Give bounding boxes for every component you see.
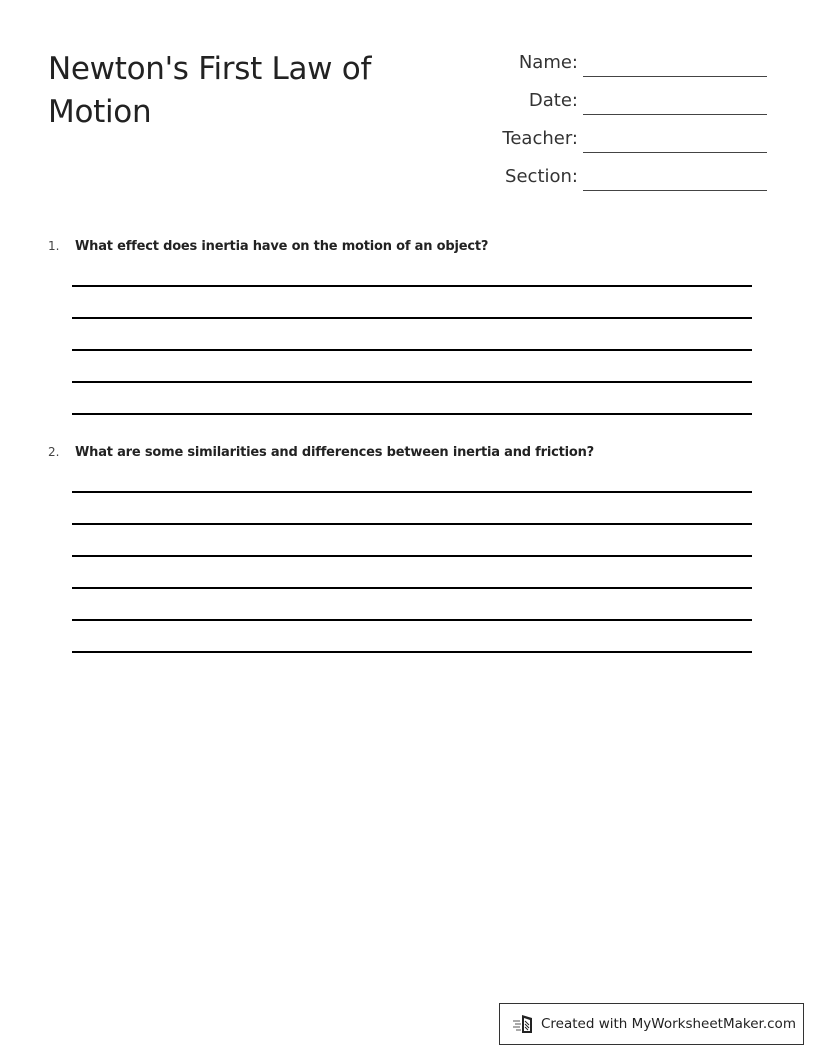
name-input-line[interactable] <box>583 76 767 77</box>
created-with-text: Created with MyWorksheetMaker.com <box>541 1016 796 1032</box>
student-info-fields <box>490 50 770 202</box>
worksheet-title: Newton's First Law of Motion <box>48 51 372 130</box>
teacher-field <box>490 126 770 164</box>
answer-line[interactable] <box>72 651 752 653</box>
answer-line[interactable] <box>72 413 752 415</box>
answer-line[interactable] <box>72 285 752 287</box>
question-text: What effect does inertia have on the motion of an object? <box>75 239 489 254</box>
section-label: Section: <box>505 166 578 187</box>
answer-line[interactable] <box>72 587 752 589</box>
section-field <box>490 164 770 202</box>
date-field <box>490 88 770 126</box>
teacher-label: Teacher: <box>502 128 578 149</box>
teacher-input-line[interactable] <box>583 152 767 153</box>
date-input-line[interactable] <box>583 114 767 115</box>
question-text: What are some similarities and differences between inertia and friction? <box>75 445 595 460</box>
answer-line[interactable] <box>72 555 752 557</box>
answer-line[interactable] <box>72 491 752 493</box>
answer-line[interactable] <box>72 349 752 351</box>
name-field <box>490 50 770 88</box>
name-label: Name: <box>518 52 578 73</box>
date-label: Date: <box>528 90 578 111</box>
section-input-line[interactable] <box>583 190 767 191</box>
question-number: 2. <box>48 445 60 459</box>
created-with-badge[interactable] <box>499 1003 804 1045</box>
answer-line[interactable] <box>72 523 752 525</box>
worksheet-maker-logo-icon <box>512 1013 536 1035</box>
question-number: 1. <box>48 239 60 253</box>
answer-line[interactable] <box>72 381 752 383</box>
answer-line[interactable] <box>72 619 752 621</box>
answer-line[interactable] <box>72 317 752 319</box>
